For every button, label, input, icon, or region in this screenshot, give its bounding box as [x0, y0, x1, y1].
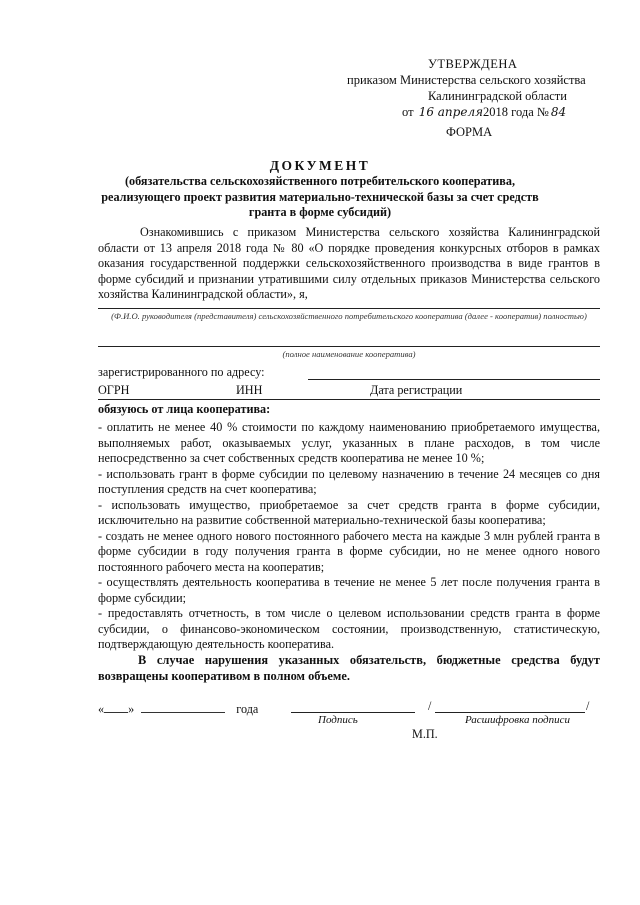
obligation-item: - использовать имущество, приобретаемое за счет средств гранта в форме субсидии, исключительно на развитие собственной материально-технической базы кооператива;: [98, 497, 600, 527]
fio-line: [98, 308, 600, 309]
reg-data-line: [98, 399, 600, 400]
approval-line-2: Калининградской области: [428, 89, 567, 103]
month-blank: [141, 700, 225, 713]
signature-date: [98, 700, 258, 717]
slash-right: /: [586, 699, 590, 713]
reg-date-label: Дата регистрации: [370, 383, 463, 397]
approval-date-handwritten: 16 апреля: [418, 105, 484, 119]
obligation-item: - предоставлять отчетность, в том числе о целевом использовании средств гранта в форме субсидии, о финансово-экономическом состоянии, производственную, статистическую, подтверждающую деятельность кооператива.: [98, 606, 600, 651]
warning-paragraph: В случае нарушения указанных обязательств, бюджетные средства будут возвращены кооперативом в полном объеме.: [98, 653, 600, 683]
approval-title: УТВЕРЖДЕНА: [428, 57, 518, 71]
document-subtitle: (обязательства сельскохозяйственного потребительского кооператива, реализующего проект развития материально-технической базы за счет средств гранта в форме субсидий): [101, 174, 539, 219]
coop-name-line: [98, 346, 600, 347]
seal-label: М.П.: [412, 727, 438, 741]
date-open-quote: «: [98, 702, 105, 716]
year-word: года: [236, 702, 259, 716]
date-close-quote: »: [128, 702, 135, 716]
obligation-item: - использовать грант в форме субсидии по целевому назначению в течение 24 месяцев со дня поступления средств на счет кооператива;: [98, 466, 600, 496]
obligation-item: - оплатить не менее 40 % стоимости по каждому наименованию приобретаемого имущества, выполняемых работ, оказываемых услуг, указанных в плане расходов, в том числе непосредственно за счет собственных средств кооператива не менее 10 %;: [98, 420, 600, 465]
form-label: ФОРМА: [446, 125, 493, 139]
inn-label: ИНН: [236, 383, 263, 397]
obligations-list: [98, 420, 600, 653]
approval-date: [402, 105, 566, 120]
signature-decode-line: [435, 712, 585, 713]
approval-number-handwritten: 84: [550, 105, 567, 119]
approval-line-1: приказом Министерства сельского хозяйства: [347, 73, 586, 87]
address-label: зарегистрированного по адресу:: [98, 365, 265, 379]
day-blank: [104, 700, 128, 713]
document-title: ДОКУМЕНТ: [269, 158, 371, 173]
intro-paragraph: Ознакомившись с приказом Министерства сельского хозяйства Калининградской области от 13 апреля 2018 года № 80 «О порядке проведения конкурсных отборов в рамках оказания государственной поддержки сельскохозяйственного производства в виде грантов в форме субсидий и признании утратившими силу отдельных приказов Министерства сельского хозяйства Калининградской области», я,: [98, 225, 600, 302]
decode-caption: Расшифровка подписи: [465, 714, 570, 726]
signature-caption: Подпись: [318, 714, 358, 726]
ogrn-label: ОГРН: [98, 383, 130, 397]
obligation-item: - осуществлять деятельность кооператива в течение не менее 5 лет после получения гранта в форме субсидии;: [98, 575, 600, 605]
fio-caption: (Ф.И.О. руководителя (представителя) сельскохозяйственного потребительского кооператива (далее - кооператив) полностью): [111, 311, 587, 321]
approval-date-prefix: от: [402, 105, 414, 119]
address-line: [308, 379, 600, 380]
slash-left: /: [428, 699, 432, 713]
coop-name-caption: (полное наименование кооператива): [282, 349, 416, 359]
obligations-heading: обязуюсь от лица кооператива:: [98, 402, 271, 416]
obligation-item: - создать не менее одного нового постоянного рабочего места на каждые 3 млн рублей гранта в форме субсидии в году получения гранта в форме субсидии, но не менее одного нового постоянного рабочего места на кооператив;: [98, 528, 600, 574]
approval-date-suffix: 2018 года №: [483, 105, 549, 119]
signature-line: [291, 712, 415, 713]
